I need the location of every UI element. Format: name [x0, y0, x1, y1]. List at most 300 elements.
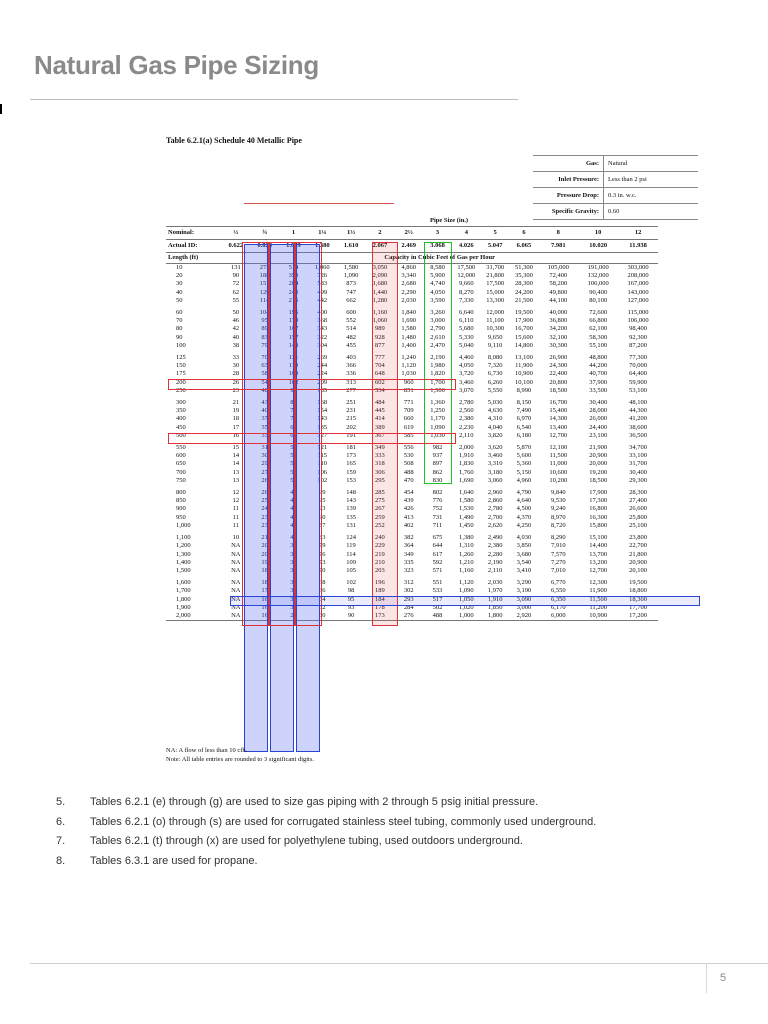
- capacity-cell: 2,920: [510, 612, 539, 621]
- capacity-cell: 571: [432, 566, 443, 574]
- nominal-size-cell: 10: [578, 227, 618, 240]
- capacity-cell: 353: [288, 272, 299, 280]
- capacity-cell: 9,660: [459, 280, 474, 288]
- capacity-cell: 20: [261, 542, 268, 550]
- nominal-size-cell: 12: [618, 227, 658, 240]
- capacity-cell: 18,300: [629, 595, 647, 603]
- capacity-cell: 37: [290, 550, 297, 558]
- capacity-cell: 52: [290, 468, 297, 476]
- capacity-cell: 13,100: [515, 354, 533, 362]
- list-number: 7.: [56, 835, 66, 847]
- actual-id-cell: 1.610: [337, 240, 366, 253]
- capacity-cell: 54: [261, 378, 268, 386]
- condition-key: Inlet Pressure:: [533, 172, 604, 188]
- capacity-cell: 93: [347, 603, 355, 611]
- table-row: [166, 559, 698, 567]
- length-cell: 70: [176, 317, 183, 325]
- table-row: [166, 452, 698, 460]
- capacity-cell: 12,700: [589, 566, 608, 574]
- capacity-cell: 585: [403, 431, 414, 439]
- table-row: [166, 444, 698, 452]
- capacity-cell: 95: [319, 497, 326, 505]
- capacity-cell: 34,700: [629, 444, 647, 452]
- table-row: [166, 432, 698, 440]
- capacity-cell: 87,200: [629, 341, 647, 349]
- actual-id-row: [166, 240, 698, 253]
- capacity-cell: 7,910: [550, 542, 566, 550]
- capacity-cell: 2,280: [487, 550, 503, 558]
- length-cell: 1,900: [176, 603, 191, 611]
- capacity-cell: 151: [259, 280, 270, 288]
- length-cell: 850: [176, 497, 186, 505]
- length-cell: 10: [176, 264, 183, 271]
- capacity-cell: 312: [403, 579, 414, 587]
- capacity-cell: 6,540: [516, 423, 532, 431]
- capacity-cell: 1,210: [459, 558, 474, 566]
- capacity-cell: 1,090: [343, 272, 359, 280]
- capacity-cell: 131: [230, 264, 241, 271]
- capacity-cell: 240: [375, 534, 385, 542]
- capacity-cell: 132,000: [587, 272, 609, 280]
- capacity-cell: 54: [290, 460, 297, 468]
- capacity-cell: 106,000: [627, 317, 649, 325]
- capacity-cell: 1,700: [430, 378, 445, 386]
- capacity-cell: 18: [232, 415, 240, 423]
- capacity-cell: 3,060: [487, 476, 503, 484]
- capacity-cell: 12: [232, 497, 240, 505]
- capacity-cell: 99: [319, 489, 326, 497]
- capacity-cell: 32: [290, 587, 297, 595]
- capacity-cell: 3,680: [516, 550, 532, 558]
- capacity-cell: 44,200: [589, 362, 608, 370]
- capacity-cell: 13: [232, 468, 240, 476]
- capacity-cell: 210: [375, 558, 385, 566]
- capacity-cell: 413: [403, 513, 414, 521]
- capacity-cell: 39: [290, 542, 297, 550]
- capacity-cell: 752: [432, 505, 443, 513]
- capacity-cell: 209: [317, 378, 328, 386]
- capacity-cell: 533: [432, 587, 443, 595]
- capacity-cell: 3,290: [516, 579, 532, 587]
- capacity-cell: 26,900: [549, 354, 568, 362]
- capacity-cell: 400: [317, 309, 328, 317]
- capacity-cell: 17: [261, 587, 268, 595]
- capacity-cell: 15,000: [486, 288, 505, 296]
- capacity-cell: 16: [261, 603, 268, 611]
- capacity-cell: 131: [346, 521, 356, 529]
- capacity-cell: 64,400: [629, 370, 647, 378]
- capacity-cell: 173: [365, 612, 394, 621]
- capacity-cell: 79: [319, 542, 326, 550]
- table-row: [166, 551, 698, 559]
- capacity-cell: 143: [317, 415, 328, 423]
- capacity-cell: 29,300: [629, 476, 647, 484]
- capacity-cell: 1,280: [372, 296, 388, 304]
- capacity-cell: 508: [403, 460, 414, 468]
- capacity-cell: 402: [403, 521, 414, 529]
- capacity-cell: 16,300: [589, 513, 608, 521]
- capacity-cell: 928: [375, 333, 385, 341]
- capacity-cell: 17: [232, 423, 240, 431]
- capacity-cell: 45: [290, 505, 297, 513]
- capacity-cell: 11,900: [515, 362, 533, 370]
- capacity-cell: 2,000: [459, 444, 474, 452]
- table-row: [166, 387, 698, 395]
- capacity-cell: 153: [346, 476, 356, 484]
- capacity-cell: 46: [232, 317, 240, 325]
- condition-value: Natural: [604, 156, 699, 172]
- capacity-cell: 40,000: [549, 309, 568, 317]
- capacity-cell: 44,100: [549, 296, 568, 304]
- capacity-cell: 937: [432, 452, 443, 460]
- table-row: [166, 477, 698, 485]
- capacity-cell: 13,200: [589, 558, 608, 566]
- capacity-cell: 31,700: [486, 264, 505, 271]
- capacity-cell: 293: [403, 595, 414, 603]
- length-cell: 1,700: [176, 587, 191, 595]
- capacity-cell: 119: [288, 362, 299, 370]
- capacity-cell: 215: [288, 296, 299, 304]
- table-row: [166, 514, 698, 522]
- capacity-cell: 215: [346, 415, 356, 423]
- capacity-cell: 4,500: [516, 505, 532, 513]
- length-cell: 30: [176, 280, 183, 288]
- capacity-cell: 50: [290, 476, 297, 484]
- capacity-cell: 14,800: [515, 341, 533, 349]
- capacity-cell: 66: [290, 423, 297, 431]
- capacity-cell: 2,230: [459, 423, 474, 431]
- capacity-cell: 18: [261, 579, 268, 587]
- capacity-cell: 2,380: [459, 415, 474, 423]
- table-row: [166, 325, 698, 333]
- capacity-cell: 22,700: [629, 542, 647, 550]
- capacity-cell: 20,000: [589, 460, 608, 468]
- capacity-cell: 3,850: [516, 542, 532, 550]
- capacity-cell: 40: [290, 534, 297, 542]
- actual-id-cell: 3.068: [423, 240, 452, 253]
- table-row: [166, 342, 698, 350]
- capacity-cell: 98: [347, 587, 355, 595]
- table-row: [166, 596, 698, 604]
- capacity-cell: 19: [261, 558, 268, 566]
- capacity-cell: 3,820: [487, 431, 503, 439]
- capacity-cell: 23: [232, 386, 240, 394]
- table-notes: [166, 746, 314, 764]
- actual-id-cell: 10.020: [578, 240, 618, 253]
- length-cell: 950: [176, 513, 186, 521]
- capacity-cell: 148: [288, 341, 299, 349]
- capacity-cell: 11: [232, 521, 239, 529]
- capacity-cell: 109: [346, 558, 356, 566]
- actual-id-cell: 5.047: [481, 240, 510, 253]
- capacity-cell: 48,100: [629, 399, 647, 407]
- length-cell: 1,600: [176, 579, 191, 587]
- capacity-cell: 219: [375, 550, 385, 558]
- capacity-cell: 534: [375, 386, 385, 394]
- capacity-cell: 2,860: [487, 497, 503, 505]
- capacity-cell: 592: [432, 558, 443, 566]
- capacity-cell: 19,200: [589, 468, 608, 476]
- capacity-cell: 21,500: [515, 296, 533, 304]
- capacity-cell: 13,400: [549, 423, 568, 431]
- capacity-cell: 389: [375, 423, 385, 431]
- capacity-cell: 1,120: [459, 579, 474, 587]
- capacity-cell: 3,070: [459, 386, 474, 394]
- capacity-cell: 139: [346, 505, 356, 513]
- capacity-cell: 2,030: [487, 579, 503, 587]
- capacity-cell: 10,100: [515, 378, 533, 386]
- capacity-cell: 1,480: [401, 333, 416, 341]
- capacity-cell: 102: [288, 378, 299, 386]
- capacity-cell: 2,620: [487, 521, 503, 529]
- capacity-cell: 259: [375, 513, 385, 521]
- nominal-size-cell: 6: [510, 227, 539, 240]
- capacity-cell: 203: [375, 566, 385, 574]
- capacity-cell: 1,580: [459, 497, 474, 505]
- capacity-cell: 313: [346, 378, 356, 386]
- capacity-cell: 1,250: [430, 407, 445, 415]
- capacity-cell: 862: [432, 468, 443, 476]
- table-row: [166, 505, 698, 513]
- capacity-cell: 1,840: [401, 309, 416, 317]
- capacity-cell: 38,600: [629, 423, 647, 431]
- capacity-cell: 102: [317, 476, 328, 484]
- capacity-cell: 36,500: [629, 431, 647, 439]
- capacity-cell: 127: [317, 431, 328, 439]
- red-underline-mark: [244, 203, 394, 204]
- capacity-cell: 143,000: [627, 288, 649, 296]
- capacity-cell: 114: [259, 296, 270, 304]
- length-cell: 1,200: [176, 542, 191, 550]
- capacity-cell: 2,780: [459, 399, 474, 407]
- capacity-cell: 1,160: [459, 566, 474, 574]
- capacity-cell: 403: [346, 354, 356, 362]
- capacity-cell: 711: [432, 521, 443, 529]
- capacity-cell: 1,020: [459, 603, 474, 611]
- table-row: [166, 309, 698, 317]
- capacity-cell: 185: [317, 386, 328, 394]
- capacity-cell: 72,600: [589, 309, 608, 317]
- length-cell: 300: [176, 399, 186, 407]
- capacity-cell: 3,410: [516, 566, 532, 574]
- capacity-cell: 5,870: [516, 444, 532, 452]
- table-row: [166, 587, 698, 595]
- capacity-cell: 72: [232, 280, 240, 288]
- capacity-cell: 62: [290, 431, 297, 439]
- capacity-cell: 2,380: [487, 542, 503, 550]
- capacity-cell: 488: [403, 468, 414, 476]
- capacity-cell: 12,300: [589, 579, 608, 587]
- capacity-cell: 3,460: [459, 378, 474, 386]
- capacity-cell: 6,170: [550, 603, 566, 611]
- capacity-cell: 414: [375, 415, 385, 423]
- capacity-cell: 90,400: [589, 288, 608, 296]
- capacity-cell: 1,090: [430, 423, 445, 431]
- actual-id-cell: 7.981: [538, 240, 578, 253]
- capacity-cell: 24: [261, 505, 268, 513]
- capacity-cell: 1,690: [459, 476, 474, 484]
- actual-id-cell: 6.065: [510, 240, 539, 253]
- capacity-cell: 583: [317, 280, 328, 288]
- condition-value: 0.3 in. w.c.: [604, 188, 699, 204]
- capacity-cell: 4,740: [430, 280, 445, 288]
- capacity-cell: 7,490: [516, 407, 532, 415]
- capacity-cell: 38: [232, 341, 240, 349]
- capacity-cell: 43: [261, 399, 268, 407]
- capacity-cell: 3,310: [487, 460, 503, 468]
- capacity-cell: 4,250: [516, 521, 532, 529]
- capacity-cell: 58,300: [589, 333, 608, 341]
- capacity-cell: 8,990: [516, 386, 532, 394]
- capacity-cell: 154: [317, 407, 328, 415]
- capacity-cell: 33,100: [629, 452, 647, 460]
- condition-row: [533, 172, 698, 188]
- capacity-cell: 304: [317, 341, 328, 349]
- capacity-cell: 368: [317, 317, 328, 325]
- capacity-cell: 4,960: [516, 476, 532, 484]
- capacity-cell: 514: [288, 264, 299, 271]
- length-header-row: [166, 253, 698, 264]
- capacity-cell: 20,100: [629, 566, 647, 574]
- list-text: Tables 6.2.1 (o) through (s) are used for corrugated stainless steel tubing, commonly used underground.: [90, 815, 597, 828]
- condition-value: Less than 2 psi: [604, 172, 699, 188]
- actual-id-cell: 0.622: [221, 240, 250, 253]
- length-cell: 550: [176, 444, 186, 452]
- table-row: [166, 354, 698, 362]
- capacity-cell: 295: [375, 476, 385, 484]
- capacity-cell: 675: [432, 534, 443, 542]
- capacity-cell: 4,030: [516, 534, 532, 542]
- capacity-cell: 229: [375, 542, 385, 550]
- capacity-cell: 349: [375, 444, 385, 452]
- condition-key: Specific Gravity:: [533, 204, 604, 220]
- length-cell: 20: [176, 272, 183, 280]
- nominal-size-cell: 2½: [394, 227, 423, 240]
- length-cell: 100: [176, 341, 186, 349]
- capacity-cell: 747: [346, 288, 356, 296]
- capacity-cell: 243: [288, 288, 299, 296]
- capacity-cell: 31: [261, 444, 268, 452]
- table-row: [166, 489, 698, 497]
- capacity-cell: 5,040: [459, 341, 474, 349]
- capacity-cell: 13: [232, 476, 240, 484]
- capacity-cell: 168: [317, 399, 328, 407]
- capacity-cell: 46: [290, 497, 297, 505]
- capacity-cell: 24,200: [515, 288, 533, 296]
- capacity-cell: 83: [261, 333, 268, 341]
- length-cell: 1,800: [176, 595, 191, 603]
- capacity-cell: 72,400: [549, 272, 568, 280]
- capacity-cell: 3,720: [459, 370, 474, 378]
- capacity-cell: 1,980: [430, 362, 445, 370]
- capacity-cell: 33: [290, 579, 297, 587]
- capacity-cell: 2,110: [459, 431, 474, 439]
- capacity-cell: 7,570: [550, 550, 566, 558]
- capacity-cell: 42: [232, 325, 240, 333]
- capacity-cell: 24,300: [549, 362, 568, 370]
- capacity-cell: 1,260: [459, 550, 474, 558]
- capacity-cell: 114: [346, 550, 356, 558]
- capacity-cell: 6,730: [487, 370, 503, 378]
- capacity-cell: 960: [403, 378, 414, 386]
- capacity-cell: 6,000: [538, 612, 578, 621]
- capacity-cell: 27: [261, 468, 268, 476]
- capacity-cell: 1,310: [459, 542, 474, 550]
- length-cell: 1,400: [176, 558, 191, 566]
- capacity-cell: 3,000: [430, 317, 445, 325]
- capacity-cell: 4,050: [430, 288, 445, 296]
- capacity-cell: 30: [261, 452, 268, 460]
- actual-id-cell: 1.380: [308, 240, 337, 253]
- capacity-cell: 26: [232, 378, 240, 386]
- capacity-cell: 37,900: [589, 378, 608, 386]
- capacity-cell: 22,400: [549, 370, 568, 378]
- capacity-cell: 21,800: [629, 550, 647, 558]
- capacity-cell: 336: [346, 370, 356, 378]
- capacity-cell: 602: [375, 378, 385, 386]
- length-cell: 650: [176, 460, 186, 468]
- list-text: Tables 6.2.1 (t) through (x) are used for polyethylene tubing, used outdoors underground.: [90, 835, 523, 847]
- capacity-cell: 2,030: [401, 296, 416, 304]
- capacity-cell: 660: [403, 415, 414, 423]
- capacity-cell: 1,090: [459, 587, 474, 595]
- capacity-cell: 7,330: [459, 296, 474, 304]
- capacity-cell: 3,460: [487, 452, 503, 460]
- capacity-cell: 6,770: [550, 579, 566, 587]
- capacity-cell: 3,190: [516, 587, 532, 595]
- capacity-cell: 333: [375, 452, 385, 460]
- capacity-cell: 20: [261, 550, 268, 558]
- capacity-cell: 33,500: [589, 386, 608, 394]
- capacity-cell: 68: [319, 579, 326, 587]
- actual-id-cell: 11.938: [618, 240, 658, 253]
- capacity-cell: 30,400: [589, 399, 608, 407]
- list-text: Tables 6.2.1 (e) through (g) are used to size gas piping with 2 through 5 psig initial pressure.: [90, 796, 539, 808]
- capacity-cell: 442: [317, 296, 328, 304]
- capacity-cell: 15: [232, 444, 240, 452]
- capacity-cell: 1,050: [459, 595, 474, 603]
- capacity-cell: 488: [423, 612, 452, 621]
- capacity-cell: 426: [403, 505, 414, 513]
- capacity-cell: 5,900: [430, 272, 445, 280]
- capacity-cell: 5,030: [487, 399, 503, 407]
- edge-marker: [0, 104, 2, 114]
- nominal-size-cell: ½: [221, 227, 250, 240]
- conditions-table: [533, 155, 698, 220]
- capacity-cell: 1,830: [459, 460, 474, 468]
- capacity-cell: 4,050: [459, 362, 474, 370]
- table-row: [166, 522, 698, 530]
- capacity-cell: 302: [403, 587, 414, 595]
- capacity-cell: 105: [346, 566, 356, 574]
- capacity-cell: 267: [375, 505, 385, 513]
- capacity-cell: 14: [232, 460, 240, 468]
- capacity-cell: 5,360: [516, 460, 532, 468]
- capacity-cell: 26: [261, 476, 268, 484]
- capacity-cell: 28,300: [515, 280, 533, 288]
- capacity-cell: 17,500: [486, 280, 505, 288]
- table-row: [166, 534, 698, 542]
- capacity-cell: 10,900: [515, 370, 533, 378]
- capacity-cell: 4,790: [516, 489, 532, 497]
- capacity-cell: 704: [375, 362, 385, 370]
- capacity-cell: 17,500: [457, 264, 476, 271]
- length-cell: 350: [176, 407, 186, 415]
- capacity-cell: 3,340: [401, 272, 416, 280]
- capacity-cell: 14,300: [549, 415, 568, 423]
- actual-id-label: Actual ID:: [166, 240, 221, 253]
- capacity-cell: 5,150: [516, 468, 532, 476]
